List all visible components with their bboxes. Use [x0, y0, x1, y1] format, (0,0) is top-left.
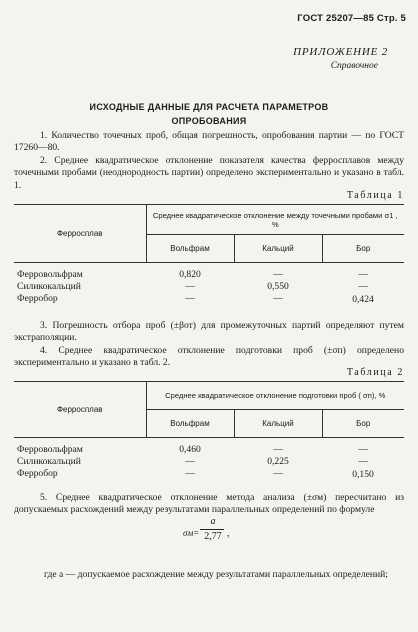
- table-2: [14, 381, 404, 480]
- table2-row-name: Ферровольфрам: [17, 444, 83, 455]
- table1-cell: —: [358, 281, 368, 292]
- table1-col-calcium: Кальций: [234, 235, 322, 263]
- table2-cell: 0,225: [267, 456, 289, 467]
- table2-cell: —: [185, 456, 195, 467]
- table-row: [14, 293, 404, 305]
- where-note: где a — допускаемое расхождение между результатами параллельных определений;: [44, 569, 388, 580]
- table2-caption: Таблица 2: [346, 367, 404, 378]
- paragraph-1-text: 1. Количество точечных проб, общая погрешность, опробования партии — по ГОСТ 17260—80.: [14, 130, 404, 154]
- paragraph-2: [14, 155, 404, 192]
- paragraph-2-text: 2. Среднее квадратическое отклонение показателя качества ферросплавов между точечными пробами (неоднородность партии) определено экспериментально и указано в табл. 1.: [14, 155, 404, 191]
- table1-head-ferro: Ферросплав: [14, 205, 146, 263]
- paragraph-5-text: 5. Среднее квадратическое отклонение метода анализа (±σм) пересчитано из допускаемых расхождений между результатами параллельных определений по формуле: [14, 492, 404, 516]
- table2-head-group: Среднее квадратическое отклонение подготовки проб ( σп), %: [146, 382, 404, 410]
- table2-col-tungsten: Вольфрам: [146, 410, 234, 438]
- table2-cell: —: [185, 468, 195, 479]
- appendix-subtitle: Справочное: [330, 61, 378, 71]
- paragraph-4-text: 4. Среднее квадратическое отклонение подготовки проб (±σп) определено экспериментально и указано в табл. 2.: [14, 345, 404, 369]
- paragraph-3: [14, 320, 404, 345]
- table-row: [14, 269, 404, 281]
- table2-row-name: Силикокальций: [17, 456, 81, 467]
- formula-tail: ,: [227, 528, 230, 539]
- table2-col-calcium: Кальций: [234, 410, 322, 438]
- table1-cell: —: [273, 293, 283, 304]
- table-row: [14, 456, 404, 468]
- table1-cell: 0,550: [267, 281, 289, 292]
- table1-row-name: Ферровольфрам: [17, 269, 83, 280]
- section-title-line1: ИСХОДНЫЕ ДАННЫЕ ДЛЯ РАСЧЕТА ПАРАМЕТРОВ: [89, 102, 329, 112]
- table2-head-ferro: Ферросплав: [14, 382, 146, 438]
- table-row: [14, 468, 404, 480]
- table-row: [14, 281, 404, 293]
- table1-col-boron: Бор: [322, 235, 404, 263]
- table-row: [14, 444, 404, 456]
- table1-cell: —: [273, 269, 283, 280]
- formula-numerator: a: [210, 516, 216, 527]
- table1-col-tungsten: Вольфрам: [146, 235, 234, 263]
- table2-row-name: Ферробор: [17, 468, 58, 479]
- appendix-title: ПРИЛОЖЕНИЕ 2: [293, 46, 388, 58]
- table2-cell: —: [273, 468, 283, 479]
- page-header: ГОСТ 25207—85 Стр. 5: [297, 13, 406, 24]
- table1-cell: —: [185, 293, 195, 304]
- table1-cell: —: [358, 269, 368, 280]
- paragraph-4: [14, 345, 404, 370]
- section-title: [0, 100, 418, 128]
- table1-cell: 0,820: [179, 269, 201, 280]
- table2-cell: —: [358, 456, 368, 467]
- table2-cell: 0,150: [352, 468, 374, 480]
- table1-caption: Таблица 1: [346, 190, 404, 201]
- table1-row-name: Силикокальций: [17, 281, 81, 292]
- table2-col-boron: Бор: [322, 410, 404, 438]
- section-title-line2: ОПРОБОВАНИЯ: [171, 116, 247, 126]
- table2-cell: —: [358, 444, 368, 455]
- formula-fraction: [200, 516, 226, 543]
- table1-cell: —: [185, 281, 195, 292]
- table2-cell: 0,460: [179, 444, 201, 455]
- table1-head-group: Среднее квадратическое отклонение между точечными пробами σ1 , %: [146, 205, 404, 235]
- paragraph-1: [14, 130, 404, 155]
- formula-denominator: 2,77: [204, 531, 222, 542]
- paragraph-5: [14, 492, 404, 517]
- table1-cell: 0,424: [352, 293, 374, 305]
- paragraph-3-text: 3. Погрешность отбора проб (±βот) для промежуточных партий определяют путем экстраполяции.: [14, 320, 404, 344]
- fraction-bar: [200, 529, 224, 530]
- formula-lhs: σм=: [183, 528, 200, 538]
- table-1: [14, 204, 404, 305]
- table1-row-name: Ферробор: [17, 293, 58, 304]
- table2-cell: —: [273, 444, 283, 455]
